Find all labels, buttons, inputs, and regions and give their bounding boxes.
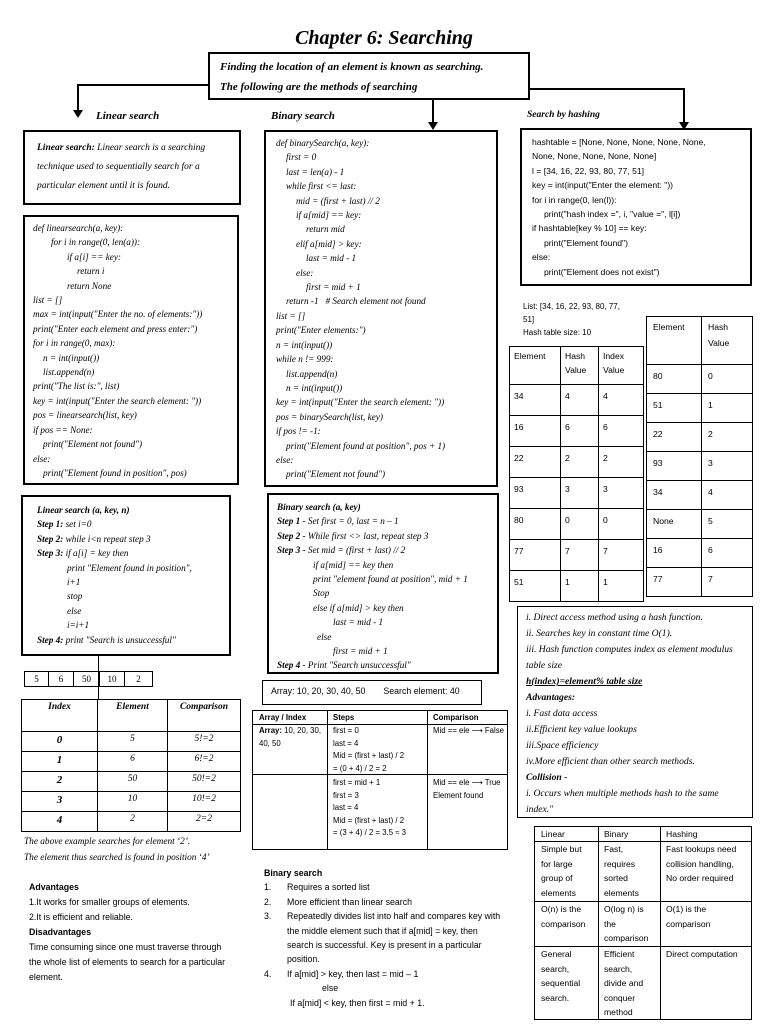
code-line: if pos != -1: (276, 426, 321, 437)
algo-step: Step 3: (37, 548, 64, 559)
algo-text: if a[mid] == key then (313, 559, 394, 570)
algo-step: Step 4 - (277, 660, 306, 671)
code-line: else: (532, 252, 551, 263)
table-cell: 2 (22, 772, 98, 792)
heading-hashing: Search by hashing (527, 110, 600, 120)
table-cell: Direct computation (661, 947, 752, 1020)
code-line: first = mid + 1 (306, 282, 361, 293)
table-header: Comparison (168, 700, 241, 732)
linear-definition (23, 130, 241, 205)
advantage-item: 1.It works for smaller groups of elements. (29, 897, 190, 907)
table-cell: Fast lookups need collision handling, No order required (661, 842, 752, 902)
arrow-mid (428, 122, 438, 130)
algo-text: last = mid - 1 (333, 617, 384, 628)
code-line: print("hash index =", i, "value =", l[i]) (544, 209, 681, 220)
table-header: Element (98, 700, 168, 732)
hash-adv-item: i. Fast data access (526, 708, 598, 719)
array-cell: 10 (100, 671, 125, 687)
code-line: while first <= last: (286, 181, 357, 192)
trace-step: first = 0 (333, 726, 359, 735)
code-line: max = int(input("Enter the no. of elements:")) (33, 309, 203, 320)
code-line: n = int(input()) (286, 382, 343, 393)
algo-step: Step 2 - (277, 530, 306, 541)
algo-text: Set first = 0, last = n – 1 (305, 516, 399, 527)
table-row (510, 416, 644, 447)
table-cell: 2 (702, 423, 753, 452)
table-row (22, 752, 241, 772)
code-line: list = [] (33, 295, 63, 306)
code-line: last = len(a) - 1 (286, 166, 345, 177)
code-line: def binarySearch(a, key): (276, 138, 370, 148)
code-line: return None (67, 280, 112, 291)
table-header: Linear (535, 827, 599, 842)
note-line: The above example searches for element ‘2’. (24, 837, 191, 847)
table-cell: 51 (510, 571, 561, 602)
code-line: elif a[mid] > key: (296, 238, 362, 249)
advantages-title: Advantages (29, 882, 79, 892)
table-cell: 3 (22, 792, 98, 812)
table-cell: Simple but for large group of elements (535, 842, 599, 902)
table-row (22, 812, 241, 832)
table-cell: 3 (599, 478, 644, 509)
code-line: key = int(input("Enter the search element: ")) (276, 397, 445, 408)
trace-step: Mid = (first + last) / 2 (333, 751, 405, 760)
table-cell: 50!=2 (168, 772, 241, 792)
algo-text: else (67, 605, 82, 616)
code-line: first = 0 (286, 152, 317, 163)
table-row (535, 902, 752, 947)
table-cell: 2 (599, 447, 644, 478)
algo-text: set i=0 (63, 519, 92, 530)
table-row (535, 947, 752, 1020)
hash-table-1 (509, 346, 644, 602)
advantage-item: 2.It is efficient and reliable. (29, 912, 133, 922)
code-line: for i in range(0, len(a)): (51, 237, 141, 248)
hash-collision-title: Collision - (526, 772, 568, 783)
table-cell: 22 (510, 447, 561, 478)
table-cell: 0 (561, 509, 599, 540)
disadvantage-text: Time consuming since one must traverse through the whole list of elements to search for a particular element. (29, 942, 226, 982)
code-line: print("Element not found") (43, 439, 143, 450)
table-cell: 5!=2 (168, 732, 241, 752)
table-cell: 0 (599, 509, 644, 540)
table-row (510, 478, 644, 509)
connector-right-down (683, 88, 685, 124)
linear-algorithm-box (21, 495, 231, 656)
table-cell: 2 (98, 812, 168, 832)
hash-note-item: i. Direct access method using a hash function. (526, 612, 703, 623)
table-cell: 77 (510, 540, 561, 571)
comparison-table (534, 826, 752, 1020)
hash-note-item: ii. Searches key in constant time O(1). (526, 628, 673, 639)
binary-notes-title: Binary search (264, 868, 323, 878)
table-cell: 5 (98, 732, 168, 752)
table-cell: 93 (510, 478, 561, 509)
intro-line-1: Finding the location of an element is known as searching. (220, 61, 484, 73)
table-cell: Efficient search, divide and conquer method (599, 947, 661, 1020)
table-row (510, 385, 644, 416)
code-line: if a[mid] == key: (296, 210, 362, 221)
table-cell: 1 (561, 571, 599, 602)
table-row (510, 571, 644, 602)
linear-code-box (23, 215, 239, 485)
table-cell: 22 (647, 423, 702, 452)
hash-code-box (520, 128, 752, 286)
table-cell: 93 (647, 452, 702, 481)
table-cell: 3 (561, 478, 599, 509)
binary-code-box (264, 130, 498, 487)
table-cell: 80 (647, 365, 702, 394)
hash-formula: h(index)=element% table size (526, 676, 643, 687)
hash-info (523, 300, 633, 339)
code-line: if hashtable[key % 10] == key: (532, 223, 647, 234)
table-header: Element (510, 347, 561, 385)
binary-note-item: Repeatedly divides list into half and compares key with the middle element such that if a[mid] = key, then search is successful. Key is present in a particular position. (287, 911, 501, 965)
algo-step: Step 3 - (277, 545, 306, 556)
algo-text: print "Element found in position", (67, 562, 192, 573)
table-cell: 3 (702, 452, 753, 481)
array-cell: 2 (125, 671, 153, 687)
algo-text: Set mid = (first + last) // 2 (305, 545, 406, 556)
table-cell: 1 (702, 394, 753, 423)
code-line: else: (296, 267, 314, 278)
algo-title: Linear search (a, key, n) (37, 505, 130, 515)
trace-comparison: Mid == ele ⟶ True Element found (433, 778, 501, 800)
code-line: hashtable = [None, None, None, None, None, (532, 137, 706, 147)
trace-array-label: Array: (259, 726, 282, 735)
table-cell: O(1) is the comparison (661, 902, 752, 947)
table-cell: 16 (647, 539, 702, 568)
arrow-left (73, 110, 83, 118)
code-line: l = [34, 16, 22, 93, 80, 77, 51] (532, 165, 645, 176)
table-cell: 2 (561, 447, 599, 478)
code-line: list.append(n) (286, 368, 338, 379)
code-line: return -1 # Search element not found (286, 296, 426, 307)
table-header: Hashing (661, 827, 752, 842)
code-line: print("Element found in position", pos) (43, 467, 187, 478)
connector-left-down (77, 84, 79, 112)
table-cell: 2=2 (168, 812, 241, 832)
binary-note-else: else (322, 983, 339, 994)
code-line: print("Element found at position", pos + 1) (286, 440, 446, 451)
algo-text: i=i+1 (67, 620, 90, 631)
binary-example-box (262, 680, 482, 705)
trace-header: Comparison (433, 713, 479, 722)
table-cell: 34 (510, 385, 561, 416)
table-header: Element (647, 317, 702, 365)
table-cell: General search, sequential search. (535, 947, 599, 1020)
code-line: if pos == None: (33, 424, 93, 435)
array-cell: 6 (49, 671, 74, 687)
hash-size: Hash table size: 10 (523, 328, 592, 337)
hash-adv-item: iv.More efficient than other search methods. (526, 756, 695, 767)
binary-note-item: Requires a sorted list (287, 882, 370, 893)
table-cell: 7 (599, 540, 644, 571)
trace-step: first = 3 (333, 790, 359, 800)
binary-note-item: If a[mid] > key, then last = mid – 1 (287, 968, 419, 979)
connector-left (78, 84, 208, 86)
table-cell: None (647, 510, 702, 539)
table-cell: 4 (22, 812, 98, 832)
table-cell: 5 (702, 510, 753, 539)
table-cell: 0 (22, 732, 98, 752)
table-cell: 4 (702, 481, 753, 510)
binary-note-last: If a[mid] < key, then first = mid + 1. (290, 997, 425, 1008)
code-line: for i in range(0, len(l)): (532, 194, 617, 205)
algo-text: stop (67, 591, 83, 602)
algo-text: else if a[mid] > key then (313, 602, 404, 613)
table-row (22, 732, 241, 752)
code-line: pos = linearsearch(list, key) (33, 410, 137, 421)
example-search: Search element: 40 (383, 686, 460, 696)
table-cell: 50 (98, 772, 168, 792)
trace-header: Array / Index (259, 713, 307, 722)
trace-array-values: 10, 20, 30, 40, 50 (259, 726, 321, 748)
algo-text: first = mid + 1 (333, 646, 388, 657)
code-line: for i in range(0, max): (33, 338, 116, 349)
heading-linear: Linear search (96, 110, 160, 122)
trace-step: = (0 + 4) / 2 = 2 (333, 763, 387, 773)
binary-notes: Binary search 1. Requires a sorted list 2. More efficient than linear search 3. Repeatedly divides list into half and compares key with the middle element such that if a[mid] = key, then search is successful. Key is present in a particular position. 4. If a[mid] > key, then last = mid – 1 else If a[mid] < key, then first = mid + 1. (264, 866, 504, 1010)
table-row (647, 539, 753, 568)
connector-right (530, 88, 684, 90)
code-line: if a[i] == key: (67, 251, 121, 262)
code-line: mid = (first + last) // 2 (296, 195, 380, 206)
table-cell: 6 (599, 416, 644, 447)
code-line: print("Element does not exist") (544, 266, 660, 277)
heading-binary: Binary search (271, 110, 335, 122)
table-header: Index (22, 700, 98, 732)
table-header: Hash Value (561, 347, 599, 385)
code-line: key = int(input("Enter the search element: ")) (33, 395, 202, 406)
hash-list: List: [34, 16, 22, 93, 80, 77, 51] (523, 302, 620, 324)
table-cell: O(log n) is the comparison (599, 902, 661, 947)
linear-array (24, 671, 153, 687)
array-cell: 50 (74, 671, 100, 687)
table-row (647, 510, 753, 539)
table-cell: 16 (510, 416, 561, 447)
note-line: The element thus searched is found in position ‘4’ (24, 853, 210, 863)
table-row (647, 423, 753, 452)
linear-trace-table (21, 699, 241, 832)
table-cell: 80 (510, 509, 561, 540)
code-line: return mid (306, 224, 345, 235)
algo-text: Stop (313, 588, 330, 599)
hash-note-item: iii. Hash function computes index as element modulus table size (526, 644, 733, 671)
trace-header: Steps (333, 713, 355, 722)
code-line: print("Element found") (544, 237, 628, 248)
binary-trace-table (252, 710, 508, 850)
code-line: n = int(input()) (43, 352, 100, 363)
table-cell: 7 (561, 540, 599, 571)
intro-line-2: The following are the methods of searching (220, 81, 418, 93)
code-line: while n != 999: (276, 354, 334, 365)
trace-step: Mid = (first + last) / 2 (333, 815, 405, 825)
table-cell: 34 (647, 481, 702, 510)
intro-box (208, 52, 530, 100)
code-line: list.append(n) (43, 367, 95, 378)
table-cell: O(n) is the comparison (535, 902, 599, 947)
code-line: key = int(input("Enter the element: ")) (532, 180, 674, 191)
table-row (647, 365, 753, 394)
algo-text: i+1 (67, 577, 81, 588)
table-cell: 0 (702, 365, 753, 394)
table-cell: 1 (599, 571, 644, 602)
hash-table-2 (646, 316, 753, 597)
table-cell: 10 (98, 792, 168, 812)
algo-title: Binary search (a, key) (277, 502, 361, 512)
example-array: Array: 10, 20, 30, 40, 50 (271, 686, 366, 696)
linear-example-note (24, 834, 210, 866)
trace-step: last = 4 (333, 738, 359, 748)
binary-algorithm-box (267, 493, 499, 674)
trace-step: last = 4 (333, 803, 359, 812)
linear-def-text: Linear search is a searching technique used to sequentially search for a particular element until it is found. (37, 143, 206, 191)
code-line: print("Element not found") (286, 469, 386, 480)
table-header: Hash Value (702, 317, 753, 365)
hash-adv-item: iii.Space efficiency (526, 740, 599, 751)
code-line: print("Enter elements:") (276, 325, 366, 336)
algo-text: While first <> last, repeat step 3 (305, 530, 429, 541)
disadvantages-title: Disadvantages (29, 927, 92, 937)
table-cell: 6!=2 (168, 752, 241, 772)
hash-adv-title: Advantages: (526, 692, 576, 703)
table-cell: 4 (561, 385, 599, 416)
code-line: None, None, None, None, None] (532, 151, 657, 162)
table-row (647, 481, 753, 510)
code-line: last = mid - 1 (306, 253, 357, 264)
algo-text: print "Search is unsuccessful" (63, 634, 176, 645)
hash-adv-item: ii.Efficient key value lookups (526, 724, 637, 735)
table-row (510, 447, 644, 478)
code-line: print("Enter each element and press enter:") (33, 323, 198, 334)
table-row (510, 540, 644, 571)
table-row (510, 509, 644, 540)
table-header: Binary (599, 827, 661, 842)
code-line: pos = binarySearch(list, key) (276, 411, 383, 422)
code-line: list = [] (276, 310, 306, 321)
algo-step: Step 2: (37, 533, 64, 544)
page-title: Chapter 6: Searching (295, 27, 473, 49)
array-cell: 5 (24, 671, 49, 687)
table-header: Index Value (599, 347, 644, 385)
hash-collision-text: i. Occurs when multiple methods hash to the same index." (526, 788, 719, 815)
algo-text: print "element found at position", mid + 1 (313, 574, 468, 585)
table-cell: 6 (702, 539, 753, 568)
algo-step: Step 1: (37, 519, 64, 530)
table-row (647, 568, 753, 597)
algo-text: else (317, 631, 332, 642)
algo-step: Step 1 - (277, 516, 306, 527)
trace-step: = (3 + 4) / 2 = 3.5 ≈ 3 (333, 828, 406, 837)
linear-def-term: Linear search: (37, 143, 95, 153)
hash-notes-box (517, 606, 753, 818)
algo-text: Print "Search unsuccessful" (305, 660, 411, 671)
binary-note-item: More efficient than linear search (287, 896, 413, 907)
table-cell: Fast, requires sorted elements (599, 842, 661, 902)
table-cell: 6 (561, 416, 599, 447)
table-row (22, 772, 241, 792)
connector-mid-down (432, 100, 434, 124)
table-cell: 10!=2 (168, 792, 241, 812)
table-cell: 1 (22, 752, 98, 772)
code-line: else: (276, 454, 294, 465)
code-line: return i (77, 266, 105, 277)
code-line: else: (33, 453, 51, 464)
algo-text: while i<n repeat step 3 (63, 533, 151, 544)
table-cell: 51 (647, 394, 702, 423)
trace-step: first = mid + 1 (333, 778, 381, 787)
algo-text: if a[i] = key then (63, 548, 129, 559)
trace-comparison: Mid == ele ⟶ False (433, 726, 504, 735)
table-cell: 77 (647, 568, 702, 597)
linear-advantages (29, 880, 234, 985)
algo-step: Step 4: (37, 634, 64, 645)
table-row (647, 394, 753, 423)
table-cell: 7 (702, 568, 753, 597)
code-line: def linearsearch(a, key): (33, 223, 124, 233)
table-cell: 6 (98, 752, 168, 772)
code-line: n = int(input()) (276, 339, 333, 350)
table-row (535, 842, 752, 902)
table-cell: 4 (599, 385, 644, 416)
table-row (647, 452, 753, 481)
table-row (22, 792, 241, 812)
code-line: print("The list is:", list) (33, 381, 120, 392)
